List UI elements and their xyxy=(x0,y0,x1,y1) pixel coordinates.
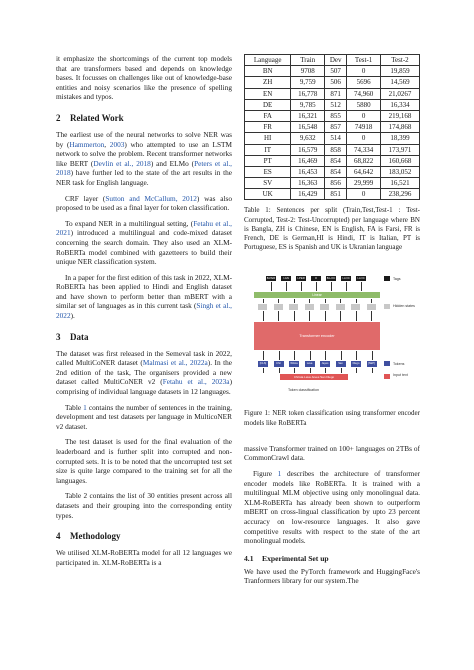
table-cell: UK xyxy=(245,189,291,200)
subsection-number: 4.1 xyxy=(244,553,254,563)
table-row xyxy=(245,66,420,77)
linear-layer: Linear xyxy=(254,292,380,298)
hidden-state-cell xyxy=(258,304,267,310)
table-cell: 0 xyxy=(347,133,381,144)
table-header-cell: Test-1 xyxy=(347,55,381,66)
right-column xyxy=(244,54,420,586)
citation-link[interactable]: Malmasi et al., 2022a xyxy=(142,358,208,368)
flow-arrow xyxy=(361,282,362,291)
tag-label: I-PER xyxy=(297,276,305,281)
subsection-title: Experimental Set up xyxy=(262,553,329,563)
flow-arrow xyxy=(263,299,264,303)
architecture-figure xyxy=(244,270,420,405)
flow-arrow xyxy=(341,368,342,373)
table-cell: SV xyxy=(245,178,291,189)
table-cell: 9,785 xyxy=(291,99,325,110)
table-header-row xyxy=(245,55,420,66)
hidden-state-cell xyxy=(305,304,314,310)
flow-arrow xyxy=(310,351,311,360)
table-cell: HI xyxy=(245,133,291,144)
table-cell: 173,971 xyxy=(380,144,419,155)
table-cell: 16,363 xyxy=(291,178,325,189)
table-cell: 16,469 xyxy=(291,155,325,166)
flow-arrow xyxy=(356,351,357,360)
flow-arrow xyxy=(341,351,342,360)
setup-paragraph-1: We have used the PyTorch framework and HuggingFace's Tranformers library for our system.The xyxy=(244,566,420,586)
flow-arrow xyxy=(310,368,311,373)
legend-swatch-tokens xyxy=(384,361,390,366)
flow-arrow xyxy=(371,299,372,303)
table-cell: BN xyxy=(245,66,291,77)
citation-link[interactable]: Fetahu et al., 2021 xyxy=(56,218,232,238)
flow-arrow xyxy=(340,299,341,303)
flow-arrow xyxy=(372,368,373,373)
flow-arrow xyxy=(263,351,264,360)
table-cell: 16,453 xyxy=(291,166,325,177)
flow-arrow xyxy=(331,282,332,291)
table-cell: 16,521 xyxy=(380,178,419,189)
related-work-paragraph-4: In a paper for the first edition of this task in 2022, XLM-RoBERTa has been applied to Hindi and English dataset and have shown to perform better than mBERT with a similar set of languages as in this current task (Singh et al., 2022). xyxy=(56,272,232,321)
legend-label-hidden: Hidden states xyxy=(393,304,415,309)
table-cell: 854 xyxy=(325,166,347,177)
table-cell: 160,668 xyxy=(380,155,419,166)
flow-arrow xyxy=(346,282,347,291)
methodology-paragraph-1: We utilised XLM-RoBERTa model for all 12 languages we participated in. XLM-RoBERTa is a xyxy=(56,548,232,567)
section-heading-data xyxy=(56,332,232,342)
right-paragraph-1: massive Transformer trained on 100+ languages on 2TBs of CommonCrawl data. xyxy=(244,443,420,463)
table-cell: 74,334 xyxy=(347,144,381,155)
table-cell: 174,868 xyxy=(380,122,419,133)
table-cell: 0 xyxy=(347,66,381,77)
table-cell: 9,632 xyxy=(291,133,325,144)
table-header-cell: Test-2 xyxy=(380,55,419,66)
token-cell: Diego xyxy=(352,362,360,366)
figure-reference-link[interactable]: 1 xyxy=(277,469,282,479)
input-text-box: Christa Lava Jeves San Diego xyxy=(280,374,348,380)
citation-link[interactable]: Sutton and McCallum, 2012 xyxy=(105,193,197,203)
tag-label: B-LOC xyxy=(326,276,336,281)
table-cell: 0 xyxy=(347,110,381,121)
related-work-paragraph-3: To expand NER in a multilingual setting, (Fetahu et al., 2021) introduced a multilingual and code-mixed dataset concerning the search domain. They also used an XLM-RoBERTa model combined with gazetteers to build their unique NER classification system. xyxy=(56,218,232,267)
left-column xyxy=(56,54,232,567)
flow-arrow xyxy=(356,311,357,321)
token-cell: Jayes xyxy=(321,362,329,366)
citation-link[interactable]: Fetahu et al., 2023a xyxy=(162,377,230,387)
flow-arrow xyxy=(356,299,357,303)
token-cell: [SEP] xyxy=(368,362,375,366)
table-cell: 855 xyxy=(325,110,347,121)
table-cell: 19,859 xyxy=(380,66,419,77)
section-number: 2 xyxy=(56,112,61,123)
flow-arrow xyxy=(325,299,326,303)
flow-arrow xyxy=(263,368,264,373)
table-cell: 16,548 xyxy=(291,122,325,133)
legend-swatch-hidden xyxy=(384,304,390,309)
section-heading-methodology xyxy=(56,531,232,541)
table-cell: 854 xyxy=(325,155,347,166)
legend-label-tags: Tags xyxy=(393,277,401,282)
table-cell: 506 xyxy=(325,77,347,88)
flow-arrow xyxy=(325,368,326,373)
hidden-state-cell xyxy=(336,304,345,310)
token-classification-label: Token classification xyxy=(288,388,319,393)
flow-arrow xyxy=(278,299,279,303)
table-body xyxy=(245,66,420,200)
citation-link[interactable]: 2003 xyxy=(109,139,125,149)
table-row xyxy=(245,99,420,110)
table-cell: 851 xyxy=(325,189,347,200)
table-cell: 16,334 xyxy=(380,99,419,110)
section-number: 4 xyxy=(56,531,61,542)
tag-label: B-PER xyxy=(266,276,276,281)
table-caption: Table 1: Sentences per split (Train,Test,Test-1 : Test-Corrupted, Test-2: Test-Uncorrupted) per language where BN is Bangla, ZH is Chinese, EN is English, FA is Farsi, FR is French, DE is German,HI is Hindi, IT is Italian, PT is Portuguese, ES is Spanish and UK is Ukranian language xyxy=(244,206,420,252)
flow-arrow xyxy=(325,311,326,321)
flow-arrow xyxy=(279,351,280,360)
table-row xyxy=(245,144,420,155)
hidden-state-cell xyxy=(351,304,360,310)
table-row xyxy=(245,133,420,144)
related-work-paragraph-2: CRF layer (Sutton and McCallum, 2012) was also proposed to be used as a final layer for token classification. xyxy=(56,193,232,213)
hidden-state-cell xyxy=(274,304,283,310)
flow-arrow xyxy=(279,368,280,373)
table-cell: 16,321 xyxy=(291,110,325,121)
citation-link[interactable]: Peters et al., 2018 xyxy=(56,158,232,178)
section-title: Related Work xyxy=(70,112,124,123)
table-header-cell: Dev xyxy=(325,55,347,66)
flow-arrow xyxy=(325,351,326,360)
token-cell: Chri xyxy=(274,361,284,367)
tag-label: I-LOC xyxy=(357,276,365,281)
table-header-cell: Language xyxy=(245,55,291,66)
table-cell: 514 xyxy=(325,133,347,144)
table-header-cell: Train xyxy=(291,55,325,66)
section-title: Data xyxy=(70,331,89,342)
table-row xyxy=(245,110,420,121)
table-cell: IT xyxy=(245,144,291,155)
table-cell: 9,759 xyxy=(291,77,325,88)
legend-swatch-tags xyxy=(384,276,390,281)
table-cell: 219,168 xyxy=(380,110,419,121)
section-number: 3 xyxy=(56,331,61,342)
table-cell: 5696 xyxy=(347,77,381,88)
right-paragraph-2: Figure 1 describes the architecture of transformer encoder models like RoBERTa. It is trained with a multilingual MLM objective using only monolingual data. XLM-RoBERTa has already been shown to outperform mBERT on cross-lingual classification by upto 23 percent accuracy on low-resource languages. It also gave competitive results with respect to the state of the art monolingual models. xyxy=(244,469,420,546)
table-cell: 857 xyxy=(325,122,347,133)
flow-arrow xyxy=(278,311,279,321)
table-cell: 64,642 xyxy=(347,166,381,177)
section-heading-related-work xyxy=(56,113,232,123)
table-cell: 21,0267 xyxy=(380,88,419,99)
table-cell: FA xyxy=(245,110,291,121)
citation-link[interactable]: Devlin et al., 2018 xyxy=(93,158,151,168)
transformer-encoder-block: Transformer encoder xyxy=(254,322,380,350)
table-cell: 68,822 xyxy=(347,155,381,166)
related-work-paragraph-1: The earliest use of the neural networks to solve NER was by (Hammerton, 2003) who attempted to use an LSTM network to solve the problem. Recent transformer networks like BERT (Devlin et al., 2018) and ELMo (Peters et al., 2018) have further led to the state of the art results in the NER task for English language. xyxy=(56,129,232,187)
table-cell: 9708 xyxy=(291,66,325,77)
citation-link[interactable]: Hammerton xyxy=(69,139,105,149)
flow-arrow xyxy=(340,311,341,321)
table-cell: 18,399 xyxy=(380,133,419,144)
table-cell: 14,569 xyxy=(380,77,419,88)
table-cell: 507 xyxy=(325,66,347,77)
table-cell: PT xyxy=(245,155,291,166)
data-paragraph-4: Table 2 contains the list of 30 entities present across all datasets and their grouping into the corresponding entity types. xyxy=(56,491,232,520)
table-row xyxy=(245,77,420,88)
tag-label: O xyxy=(311,276,321,281)
flow-arrow xyxy=(356,368,357,373)
table-cell: 238,296 xyxy=(380,189,419,200)
table-cell: 74,960 xyxy=(347,88,381,99)
subsection-heading-setup xyxy=(244,554,420,563)
flow-arrow xyxy=(371,311,372,321)
table-cell: 871 xyxy=(325,88,347,99)
legend-swatch-input xyxy=(384,374,390,379)
table-row xyxy=(245,122,420,133)
table-cell: 183,052 xyxy=(380,166,419,177)
table-row xyxy=(245,178,420,189)
intro-paragraph: it emphasize the shortcomings of the current top models that are transformers based and depends on knowledge bases. It focusses on challenges like out of knowledge-base entities and noisy scenarios like the presence of spelling mistakes and typos. xyxy=(56,54,232,102)
table-cell: 856 xyxy=(325,178,347,189)
table-cell: 16,778 xyxy=(291,88,325,99)
token-cell: Wrista xyxy=(290,362,298,366)
data-paragraph-1: The dataset was first released in the Semeval task in 2022, called MultiCoNER dataset (Malmasi et al., 2022a). In the 2nd edition of the task, The organisers provided a new dataset called MultiCoNER v2 (Fetahu et al., 2023a) comprising of individual language datasets in 12 languages. xyxy=(56,348,232,397)
flow-arrow xyxy=(286,282,287,291)
table-cell: 16,429 xyxy=(291,189,325,200)
data-paragraph-2: Table 1 contains the number of sentences in the training, development and test datasets per language in MulticoNER v2 dataset. xyxy=(56,402,232,431)
hidden-state-cell xyxy=(320,304,329,310)
legend-label-tokens: Tokens xyxy=(393,362,405,367)
table-cell: 512 xyxy=(325,99,347,110)
flow-arrow xyxy=(294,311,295,321)
table-row xyxy=(245,88,420,99)
legend-label-input: Input text xyxy=(393,373,408,378)
hidden-state-cell xyxy=(367,304,376,310)
figure-caption: Figure 1: NER token classification using transformer encoder models like RoBERTa xyxy=(244,409,420,427)
flow-arrow xyxy=(309,311,310,321)
flow-arrow xyxy=(294,299,295,303)
table-row xyxy=(245,189,420,200)
token-cell: San xyxy=(336,361,346,367)
flow-arrow xyxy=(294,351,295,360)
table-cell: ZH xyxy=(245,77,291,88)
table-cell: 858 xyxy=(325,144,347,155)
flow-arrow xyxy=(271,282,272,291)
table-cell: DE xyxy=(245,99,291,110)
hidden-state-cell xyxy=(289,304,298,310)
table-cell: 74918 xyxy=(347,122,381,133)
table-cell: 0 xyxy=(347,189,381,200)
table-cell: 5880 xyxy=(347,99,381,110)
table-row xyxy=(245,166,420,177)
flow-arrow xyxy=(316,282,317,291)
table-reference-link[interactable]: 1 xyxy=(83,402,87,412)
dataset-table xyxy=(244,54,420,200)
table-cell: ES xyxy=(245,166,291,177)
table-cell: 29,999 xyxy=(347,178,381,189)
tag-label: I-LOC xyxy=(342,276,350,281)
citation-link[interactable]: Singh et al., 2022 xyxy=(56,301,232,321)
token-cell: Lava xyxy=(305,361,315,367)
table-cell: FR xyxy=(245,122,291,133)
flow-arrow xyxy=(301,282,302,291)
table-row xyxy=(245,155,420,166)
flow-arrow xyxy=(263,311,264,321)
data-paragraph-3: The test dataset is used for the final evaluation of the leaderboard and is further split into corrupted and non-corrupted sets. It is to be noted that the uncorrupted test set size is quite large compared to the training set for all the languages. xyxy=(56,437,232,485)
table-cell: 16,579 xyxy=(291,144,325,155)
section-title: Methodology xyxy=(70,531,121,542)
flow-arrow xyxy=(294,368,295,373)
token-cell: [CLS] xyxy=(259,362,267,366)
flow-arrow xyxy=(372,351,373,360)
tag-label: I-GN xyxy=(281,276,291,281)
flow-arrow xyxy=(309,299,310,303)
table-cell: EN xyxy=(245,88,291,99)
